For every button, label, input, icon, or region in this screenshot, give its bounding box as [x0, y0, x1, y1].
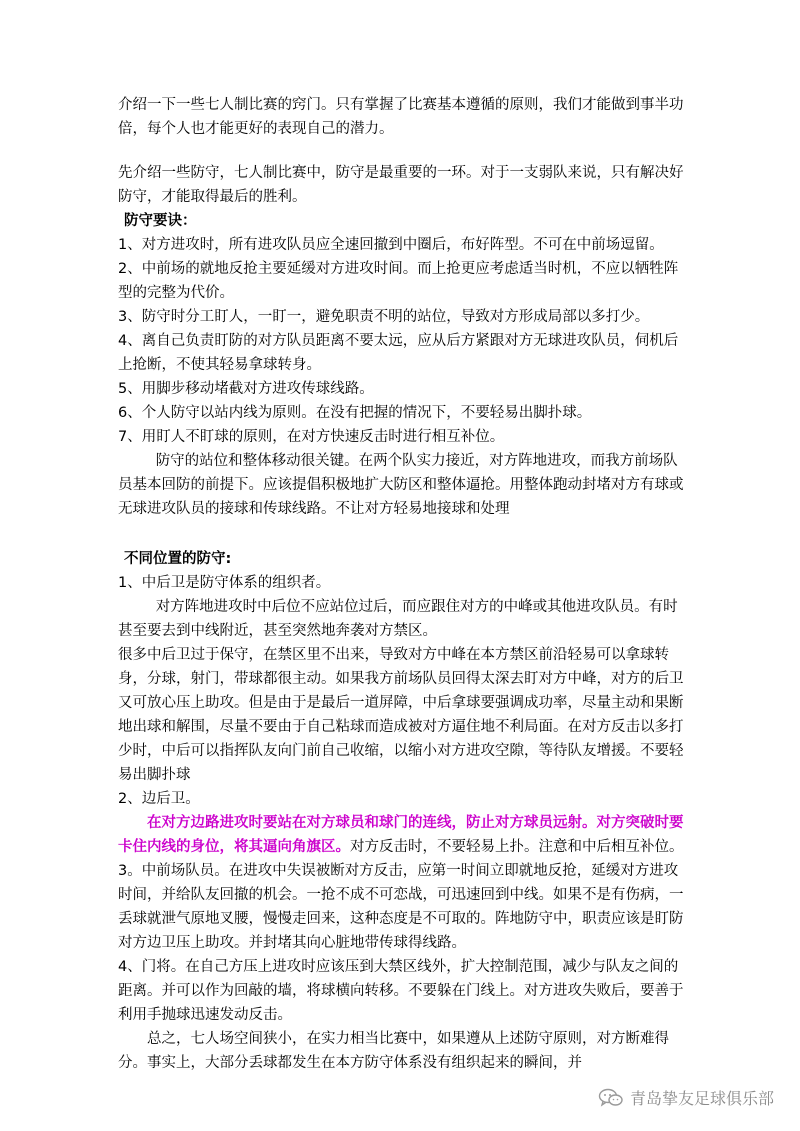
full-back-rest-text: 对方反击时，不要轻易上扑。注意和中后相互补位。: [350, 839, 684, 855]
defense-summary-paragraph: 防守的站位和整体移动很关键。在两个队实力接近，对方阵地进攻，而我方前场队员基本回防的前提下。应该提倡积极地扩大防区和整体逼抢。用整体跑动封堵对方有球或无球进攻队员的接球和传球线路。不让对方轻易地接球和处理: [118, 453, 684, 517]
defense-tip-2: 2、中前场的就地反抢主要延缓对方进攻时间。而上抢更应考虑适当时机，不应以牺牲阵型的完整为代价。: [118, 261, 679, 301]
spacer: [118, 521, 688, 547]
defense-tip-1: 1、对方进攻时，所有进攻队员应全速回撤到中圈后，布好阵型。不可在中前场逗留。: [118, 237, 664, 253]
full-back-emphasis-text: 在对方边路进攻时要站在对方球员和球门的连线，防止对方球员远射。对方突破时要卡住内线的身位，将其逼向角旗区。: [118, 815, 684, 855]
goalkeeper-paragraph: 4、门将。在自己方压上进攻时应该压到大禁区线外，扩大控制范围，减少与队友之间的距离。并可以作为回敲的墙，将球横向转移。不要躲在门线上。对方进攻失败后，要善于利用手抛球迅速发动反击。: [118, 959, 684, 1023]
positional-defense-heading: 不同位置的防守:: [124, 551, 232, 567]
midfield-paragraph: 3。中前场队员。在进攻中失误被断对方反击，应第一时间立即就地反抢，延缓对方进攻时间，并给队友回撤的机会。一抢不成不可恋战，可迅速回到中线。如果不是有伤病，一丢球就泄气原地叉腰，慢慢走回来，这种态度是不可取的。阵地防守中，职责应该是盯防对方边卫压上助攻。并封堵其向心脏地带传球得线路。: [118, 863, 684, 951]
spacer: [118, 141, 688, 161]
center-back-title: 1、中后卫是防守体系的组织者。: [118, 575, 331, 591]
center-back-paragraph-1: 对方阵地进攻时中后位不应站位过后，而应跟住对方的中峰或其他进攻队员。有时甚至要去到中线附近，甚至突然地奔袭对方禁区。: [118, 599, 678, 639]
watermark: [598, 1086, 774, 1109]
conclusion-paragraph: 总之，七人场空间狭小，在实力相当比赛中，如果遵从上述防守原则，对方断难得分。事实上，大部分丢球都发生在本方防守体系没有组织起来的瞬间，并: [118, 1031, 669, 1071]
defense-tip-6: 6、个人防守以站内线为原则。在没有把握的情况下，不要轻易出脚扑球。: [118, 405, 592, 421]
defense-tip-5: 5、用脚步移动堵截对方进攻传球线路。: [118, 381, 374, 397]
intro-paragraph-2: 先介绍一些防守，七人制比赛中，防守是最重要的一环。对于一支弱队来说，只有解决好防守，才能取得最后的胜利。: [118, 165, 684, 205]
defense-tip-7: 7、用盯人不盯球的原则，在对方快速反击时进行相互补位。: [118, 429, 505, 445]
defense-tip-3: 3、防守时分工盯人，一盯一，避免职责不明的站位，导致对方形成局部以多打少。: [118, 309, 650, 325]
center-back-paragraph-2: 很多中后卫过于保守，在禁区里不出来，导致对方中峰在本方禁区前沿轻易可以拿球转身，分球，射门，带球都很主动。如果我方前场队员回得太深去盯对方中峰，对方的后卫又可放心压上助攻。但是由于是最后一道屏障，中后拿球要强调成功率，尽量主动和果断地出球和解围，尽量不要由于自己粘球而造成被对方逼住地不利局面。在对方反击以多打少时，中后可以指挥队友向门前自己收缩，以缩小对方进攻空隙，等待队友增援。不要轻易出脚扑球: [118, 647, 684, 783]
intro-paragraph-1: 介绍一下一些七人制比赛的窍门。只有掌握了比赛基本遵循的原则，我们才能做到事半功倍，每个人也才能更好的表现自己的潜力。: [118, 97, 684, 137]
wechat-icon: [598, 1088, 624, 1108]
defense-tip-4: 4、离自己负责盯防的对方队员距离不要太远，应从后方紧跟对方无球进攻队员，伺机后上抢断，不使其轻易拿球转身。: [118, 333, 679, 373]
defense-tips-heading: 防守要诀：: [124, 213, 197, 229]
full-back-paragraph: [118, 811, 688, 859]
full-back-title: 2、边后卫。: [118, 791, 200, 807]
document-body: [118, 93, 688, 1075]
watermark-text: 青岛挚友足球俱乐部: [629, 1089, 774, 1108]
